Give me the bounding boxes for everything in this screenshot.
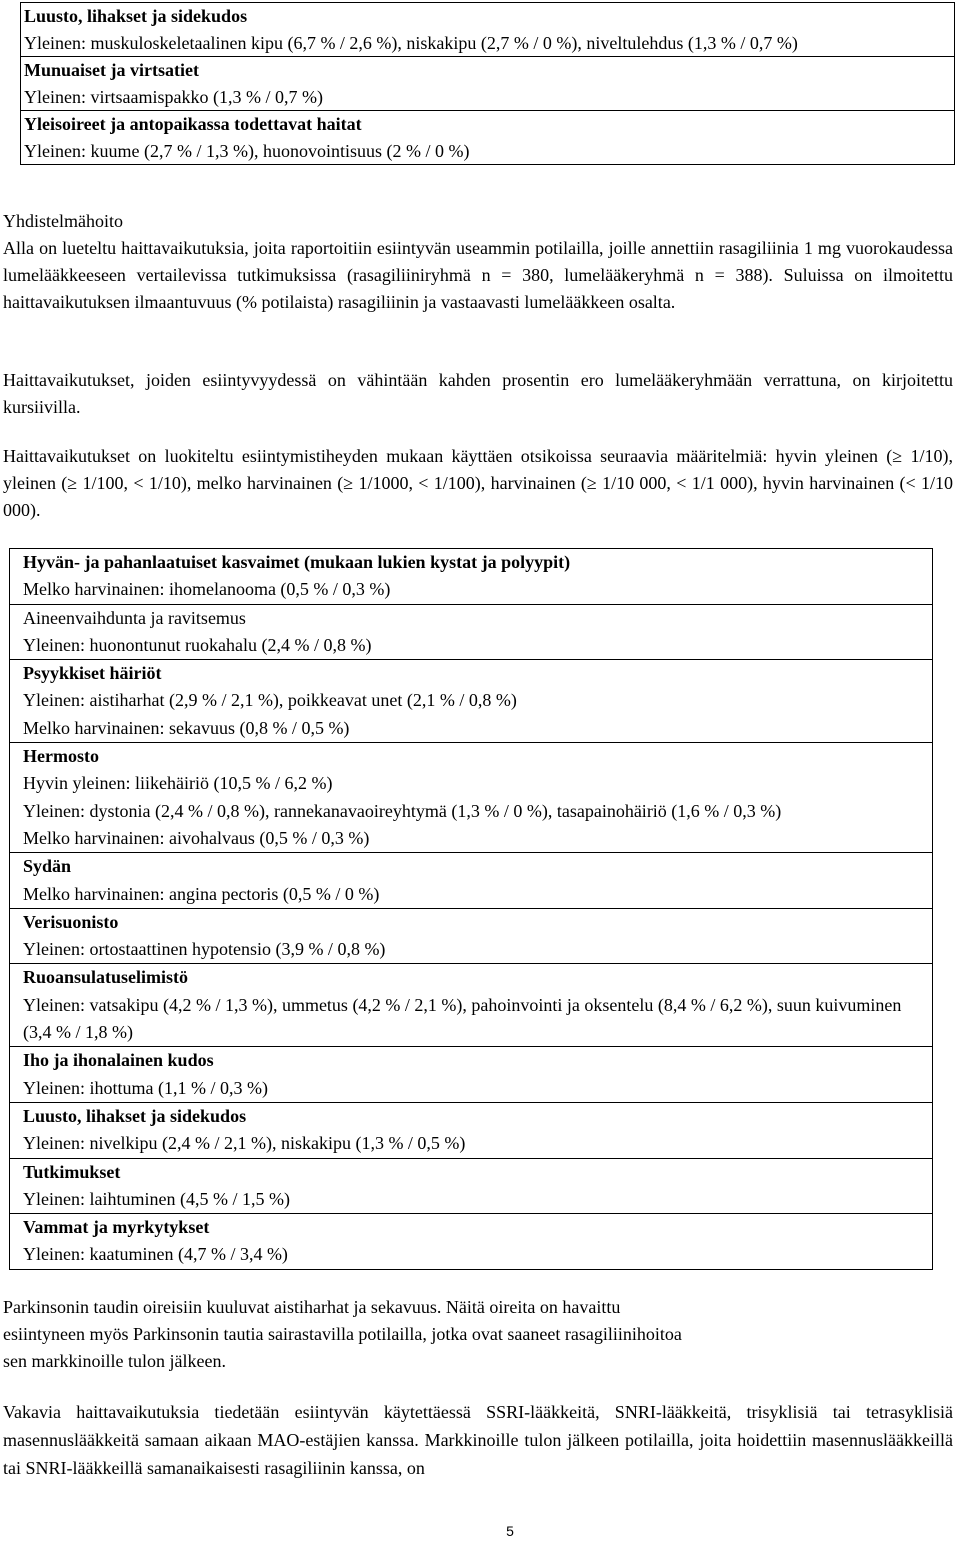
section-heading: Hermosto <box>23 746 99 767</box>
section-line: Yleinen: dystonia (2,4 % / 0,8 %), rannekanavaoireyhtymä (1,3 % / 0 %), tasapainohäiriö (1,6 % / 0,3 %) <box>23 800 782 821</box>
section-heading: Ruoansulatuselimistö <box>23 967 189 988</box>
combination-intro-paragraph: Alla on lueteltu haittavaikutuksia, joita raportoitiin esiintyvän useammin potilailla, joille annettiin rasagiliinia 1 mg vuorokaudessa lumelääkkeeseen vertailevissa tutkimuksissa (rasagiliiniryhmä n = 380, lumelääkeryhmä n = 388). Suluissa on ilmoitettu haittavaikutuksen ilmaantuvuus (% potilaista) rasagiliinin ja vastaavasti lumelääkkeen osalta. <box>3 238 953 312</box>
table-section <box>21 110 954 164</box>
parkinson-line: sen markkinoille tulon jälkeen. <box>3 1351 226 1371</box>
section-line: Yleinen: aistiharhat (2,9 % / 2,1 %), poikkeavat unet (2,1 % / 0,8 %) <box>23 690 517 711</box>
parkinson-line: esiintyneen myös Parkinsonin tautia sairastavilla potilailla, jotka ovat saaneet rasagiliinihoitoa <box>3 1324 682 1344</box>
section-heading: Sydän <box>23 856 72 877</box>
section-line: Yleinen: laihtuminen (4,5 % / 1,5 %) <box>23 1188 290 1209</box>
adverse-effects-table-top <box>20 2 955 165</box>
section-line: Yleinen: nivelkipu (2,4 % / 2,1 %), niskakipu (1,3 % / 0,5 %) <box>23 1133 466 1154</box>
table-section <box>10 1213 932 1269</box>
section-heading: Verisuonisto <box>23 911 119 932</box>
table-section <box>10 1102 932 1158</box>
section-heading: Psyykkiset häiriöt <box>23 663 162 684</box>
section-line: Yleinen: huonontunut ruokahalu (2,4 % / 0,8 %) <box>23 634 372 655</box>
table-section <box>10 963 932 1046</box>
section-line: Yleinen: kuume (2,7 % / 1,3 %), huonovointisuus (2 % / 0 %) <box>24 140 470 161</box>
combination-therapy-heading: Yhdistelmähoito <box>3 211 123 231</box>
section-line: Melko harvinainen: ihomelanooma (0,5 % / 0,3 %) <box>23 579 391 600</box>
table-section <box>21 56 954 110</box>
table-section <box>10 549 932 604</box>
frequency-definition-paragraph: Haittavaikutukset on luokiteltu esiintymistiheyden mukaan käyttäen otsikoissa seuraavia määritelmiä: hyvin yleinen (≥ 1/10), yleinen (≥ 1/100, < 1/10), melko harvinainen (≥ 1/1000, < 1/100), harvinainen (≥ 1/10 000, < 1/1 000), hyvin harvinainen (< 1/10 000). <box>3 446 953 520</box>
section-line: Yleinen: muskuloskeletaalinen kipu (6,7 % / 2,6 %), niskakipu (2,7 % / 0 %), niveltulehdus (1,3 % / 0,7 %) <box>24 32 798 53</box>
section-line: Yleinen: ortostaattinen hypotensio (3,9 % / 0,8 %) <box>23 939 386 960</box>
section-line: Melko harvinainen: sekavuus (0,8 % / 0,5 %) <box>23 717 350 738</box>
parkinson-symptoms-paragraph <box>3 1294 953 1375</box>
section-line: Yleinen: ihottuma (1,1 % / 0,3 %) <box>23 1077 268 1098</box>
section-line: Yleinen: kaatuminen (4,7 % / 3,4 %) <box>23 1244 288 1265</box>
adverse-effects-table-main <box>9 548 933 1270</box>
table-section <box>10 604 932 660</box>
section-heading: Aineenvaihdunta ja ravitsemus <box>23 607 246 628</box>
section-heading: Vammat ja myrkytykset <box>23 1217 210 1238</box>
table-section <box>21 3 954 56</box>
parkinson-line: Parkinsonin taudin oireisiin kuuluvat aistiharhat ja sekavuus. Näitä oireita on havaittu <box>3 1297 621 1317</box>
section-heading: Tutkimukset <box>23 1161 121 1182</box>
section-heading: Hyvän- ja pahanlaatuiset kasvaimet (mukaan lukien kystat ja polyypit) <box>23 552 571 572</box>
serious-effects-paragraph: Vakavia haittavaikutuksia tiedetään esiintyvän käytettäessä SSRI-lääkkeitä, SNRI-lääkkeitä, trisyklisiä tai tetrasyklisiä masennuslääkkeitä samaan aikaan MAO-estäjien kanssa. Markkinoille tulon jälkeen potilailla, joita hoidettiin masennuslääkkeillä tai SNRI-lääkkeillä samanaikaisesti rasagiliinin kanssa, on <box>3 1402 953 1478</box>
table-section <box>10 659 932 742</box>
table-section <box>10 1046 932 1102</box>
section-heading: Luusto, lihakset ja sidekudos <box>24 6 248 26</box>
section-heading: Yleisoireet ja antopaikassa todettavat haitat <box>24 114 362 134</box>
italic-note-paragraph: Haittavaikutukset, joiden esiintyvyydessä on vähintään kahden prosentin ero lumelääkeryhmään verrattuna, on kirjoitettu kursiivilla. <box>3 370 953 417</box>
table-section <box>10 1158 932 1214</box>
section-line: Melko harvinainen: aivohalvaus (0,5 % / 0,3 %) <box>23 827 370 848</box>
section-heading: Munuaiset ja virtsatiet <box>24 60 199 80</box>
table-section <box>10 852 932 908</box>
section-line: Yleinen: virtsaamispakko (1,3 % / 0,7 %) <box>24 86 323 107</box>
section-heading: Iho ja ihonalainen kudos <box>23 1050 214 1071</box>
table-section <box>10 742 932 852</box>
section-heading: Luusto, lihakset ja sidekudos <box>23 1105 247 1126</box>
table-section <box>10 908 932 964</box>
section-line: Yleinen: vatsakipu (4,2 % / 1,3 %), ummetus (4,2 % / 2,1 %), pahoinvointi ja oksentelu (8,4 % / 6,2 %), suun kuivuminen (3,4 % / 1,8 %) <box>23 994 902 1043</box>
section-line: Melko harvinainen: angina pectoris (0,5 % / 0 %) <box>23 883 380 904</box>
page-number: 5 <box>506 1523 514 1539</box>
section-line: Hyvin yleinen: liikehäiriö (10,5 % / 6,2 %) <box>23 773 333 794</box>
